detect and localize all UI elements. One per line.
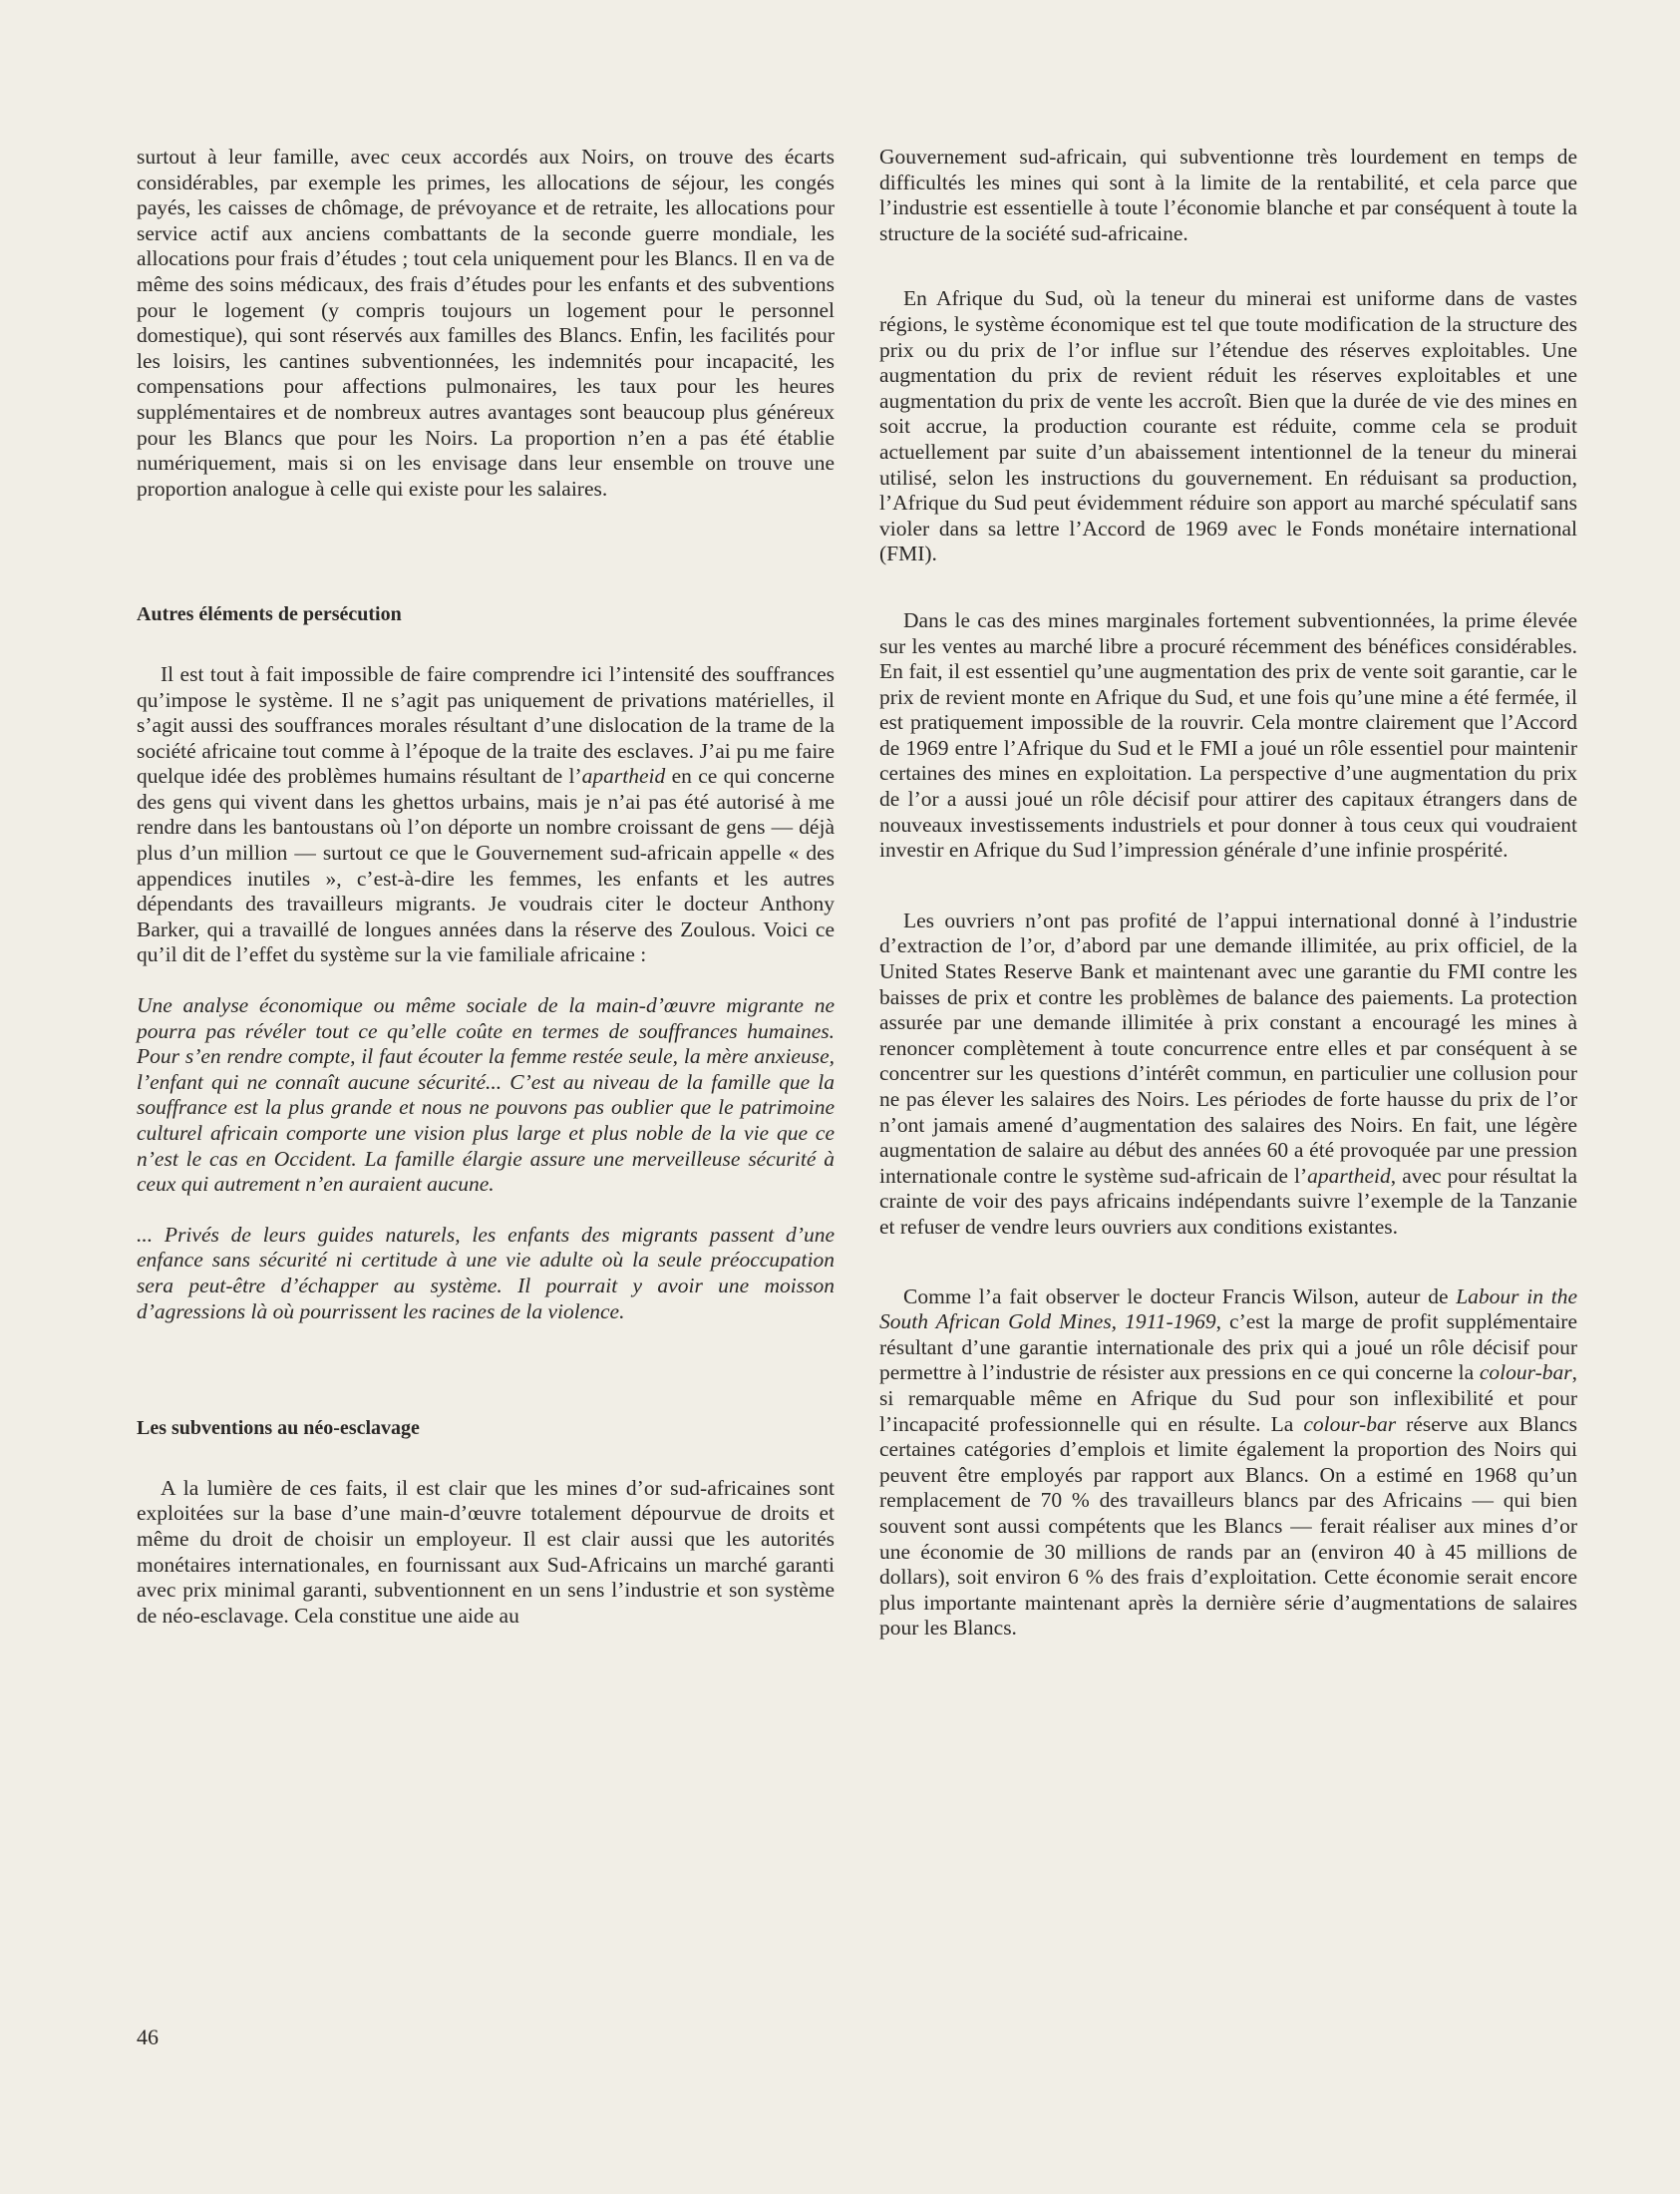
section-heading: Autres éléments de persécution — [137, 603, 402, 626]
paragraph: Gouvernement sud-africain, qui subventionne très lourdement en temps de difficultés les mines qui sont à la limite de la rentabilité, et cela parce que l’industrie est essentielle à toute l’économie blanche et par conséquent à toute la structure de la société sud-africaine. — [879, 145, 1577, 245]
section-heading: Les subventions au néo-esclavage — [137, 1417, 420, 1440]
paragraph: Les ouvriers n’ont pas profité de l’appui international donné à l’industrie d’extraction de l’or, d’abord par une demande illimitée, au prix officiel, de la United States Reserve Bank et maintenant avec une garantie du FMI contre les baisses de prix et contre les problèmes de balance des paiements. La protection assurée par une demande illimitée à prix constant a encouragé les mines à renoncer complètement à toute concurrence entre elles et par conséquent à se concentrer sur les questions d’intérêt commun, en particulier une collusion pour ne pas élever les salaires des Noirs. Les périodes de forte hausse du prix de l’or n’ont jamais amené d’augmentation des salaires des Noirs. En fait, une légère augmentation de salaire au début des années 60 a été provoquée par une pression internationale contre le système sud-africain de l’apartheid, avec pour résultat la crainte de voir des pays africains indépendants suivre l’exemple de la Tanzanie et refuser de vendre leurs ouvriers aux conditions existantes. — [879, 908, 1577, 1239]
paragraph: surtout à leur famille, avec ceux accordés aux Noirs, on trouve des écarts considérables, par exemple les primes, les allocations de séjour, les congés payés, les caisses de chômage, de prévoyance et de retraite, les allocations pour service actif aux anciens combattants de la seconde guerre mondiale, les allocations pour frais d’études ; tout cela uniquement pour les Blancs. Il en va de même des soins médicaux, des frais d’études pour les enfants et des subventions pour le logement (y compris toujours un logement pour le personnel domestique), qui sont réservés aux familles des Blancs. Enfin, les facilités pour les loisirs, les cantines subventionnées, les indemnités pour incapacité, les compensations pour affections pulmonaires, les taux pour les heures supplémentaires et de nombreux autres avantages sont beaucoup plus généreux pour les Blancs que pour les Noirs. La proportion n’en a pas été établie numériquement, mais si on les envisage dans leur ensemble on trouve une proportion analogue à celle qui existe pour les salaires. — [137, 145, 835, 501]
paragraph: Dans le cas des mines marginales fortement subventionnées, la prime élevée sur les ventes au marché libre a procuré récemment des bénéfices considérables. En fait, il est essentiel qu’une augmentation des prix de vente soit garantie, car le prix de revient monte en Afrique du Sud, et une fois qu’une mine a été fermée, il est pratiquement impossible de la rouvrir. Cela montre clairement que l’Accord de 1969 entre l’Afrique du Sud et le FMI a joué un rôle essentiel pour maintenir certaines des mines en exploitation. La perspective d’une augmentation du prix de l’or a aussi joué un rôle décisif pour attirer des capitaux étrangers dans de nouveaux investissements industriels et pour donner à tous ceux qui voudraient investir en Afrique du Sud l’impression générale d’une infinie prospérité. — [879, 607, 1577, 863]
right-column — [879, 145, 1577, 1642]
page-number: 46 — [137, 2024, 159, 2049]
block-quote: Une analyse économique ou même sociale de la main-d’œuvre migrante ne pourra pas révéler tout ce qu’elle coûte en termes de souffrances humaines. Pour s’en rendre compte, il faut écouter la femme restée seule, la mère anxieuse, l’enfant qui ne connaît aucune sécurité... C’est au niveau de la famille que la souffrance est la plus grande et nous ne pouvons pas oublier que le patrimoine culturel africain comporte une vision plus large et plus noble de la vie que ce n’est le cas en Occident. La famille élargie assure une merveilleuse sécurité à ceux qui autrement n’en auraient aucune. — [137, 993, 835, 1197]
paragraph: Comme l’a fait observer le docteur Francis Wilson, auteur de Labour in the South African Gold Mines, 1911-1969, c’est la marge de profit supplémentaire résultant d’une garantie internationale des prix qui a joué un rôle décisif pour permettre à l’industrie de résister aux pressions en ce qui concerne la colour-bar, si remarquable même en Afrique du Sud pour son inflexibilité et pour l’incapacité professionnelle qui en résulte. La colour-bar réserve aux Blancs certaines catégories d’emplois et limite également la proportion des Noirs qui peuvent être employés par rapport aux Blancs. On a estimé en 1968 qu’un remplacement de 70 % des travailleurs blancs par des Africains — qui bien souvent sont aussi compétents que les Blancs — ferait réaliser aux mines d’or une économie de 30 millions de rands par an (environ 40 à 45 millions de dollars), soit environ 6 % des frais d’exploitation. Cette économie serait encore plus importante maintenant après la dernière série d’augmentations de salaires pour les Blancs. — [879, 1283, 1577, 1641]
paragraph: A la lumière de ces faits, il est clair que les mines d’or sud-africaines sont exploitées sur la base d’une main-d’œuvre totalement dépourvue de droits et même du droit de choisir un employeur. Il est clair aussi que les autorités monétaires internationales, en fournissant aux Sud-Africains un marché garanti avec prix minimal garanti, subventionnent en un sens l’industrie et son système de néo-esclavage. Cela constitue une aide au — [137, 1475, 835, 1628]
left-column — [137, 145, 835, 1629]
block-quote: ... Privés de leurs guides naturels, les enfants des migrants passent d’une enfance sans sécurité ni certitude à une vie adulte où la seule préoccupation sera peut-être d’échapper au système. Il pourrait y avoir une moisson d’agressions là où pourrissent les racines de la violence. — [137, 1222, 835, 1323]
paragraph: En Afrique du Sud, où la teneur du minerai est uniforme dans de vastes régions, le système économique est tel que toute modification de la structure des prix ou du prix de l’or influe sur l’étendue des réserves exploitables. Une augmentation du prix de revient réduit les réserves exploitables et une augmentation du prix de vente les accroît. Bien que la durée de vie des mines en soit accrue, la production courante est réduite, comme cela se produit actuellement par suite d’un abaissement intentionnel de la teneur du minerai utilisé, selon les instructions du gouvernement. En réduisant sa production, l’Afrique du Sud peut évidemment réduire son apport au marché spéculatif sans violer dans sa lettre l’Accord de 1969 avec le Fonds monétaire international (FMI). — [879, 286, 1577, 566]
paragraph: Il est tout à fait impossible de faire comprendre ici l’intensité des souffrances qu’impose le système. Il ne s’agit pas uniquement de privations matérielles, il s’agit aussi des souffrances morales résultant d’une dislocation de la trame de la société africaine tout comme à l’époque de la traite des esclaves. J’ai pu me faire quelque idée des problèmes humains résultant de l’apartheid en ce qui concerne des gens qui vivent dans les ghettos urbains, mais je n’ai pas été autorisé à me rendre dans les bantoustans où l’on déporte un nombre croissant de gens — déjà plus d’un million — surtout ce que le Gouvernement sud-africain appelle « des appendices inutiles », c’est-à-dire les femmes, les enfants et les autres dépendants des travailleurs migrants. Je voudrais citer le docteur Anthony Barker, qui a travaillé de longues années dans la réserve des Zoulous. Voici ce qu’il dit de l’effet du système sur la vie familiale africaine : — [137, 661, 836, 967]
